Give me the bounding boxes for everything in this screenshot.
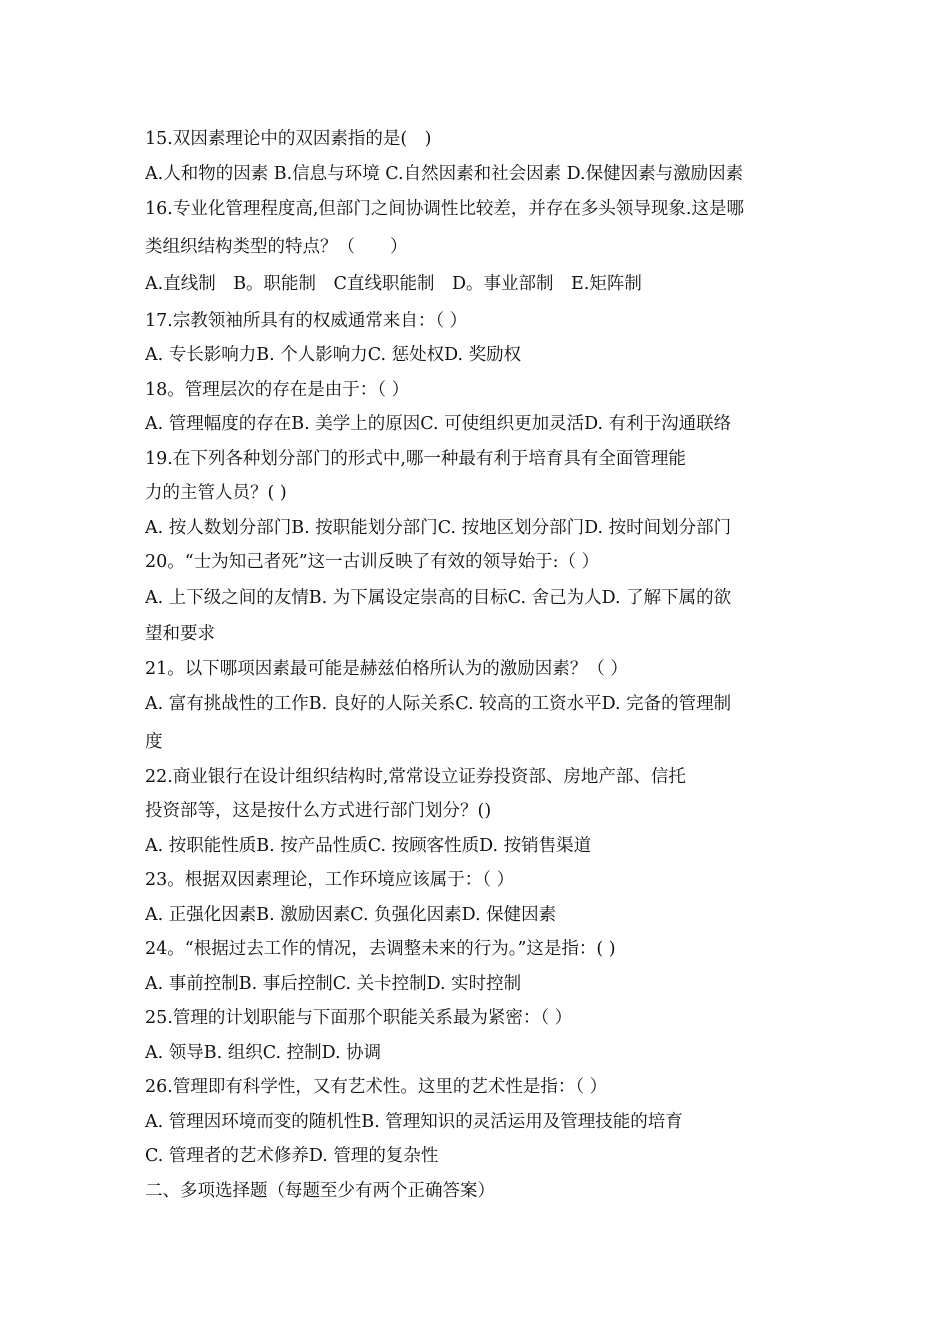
options-17: A. 专长影响力B. 个人影响力C. 惩处权D. 奖励权 bbox=[145, 345, 522, 365]
options-20: A. 上下级之间的友情B. 为下属设定崇高的目标C. 舍己为人D. 了解下属的欲 bbox=[145, 587, 732, 608]
question-22-cont: 投资部等，这是按什么方式进行部门划分？() bbox=[145, 801, 492, 821]
question-20: 20。“士为知己者死”这一古训反映了有效的领导始于:（ ） bbox=[145, 552, 600, 572]
options-15: A.人和物的因素 B.信息与环境 C.自然因素和社会因素 D.保健因素与激励因素 bbox=[145, 163, 744, 184]
question-23: 23。根据双因素理论，工作环境应该属于：（ ） bbox=[145, 870, 515, 890]
options-25: A. 领导B. 组织C. 控制D. 协调 bbox=[145, 1042, 382, 1063]
question-22: 22.商业银行在设计组织结构时,常常设立证券投资部、房地产部、信托 bbox=[145, 766, 686, 787]
options-21-cont: 度 bbox=[145, 731, 163, 752]
question-19: 19.在下列各种划分部门的形式中,哪一种最有利于培育具有全面管理能 bbox=[145, 448, 686, 469]
options-23: A. 正强化因素B. 激励因素C. 负强化因素D. 保健因素 bbox=[145, 904, 557, 925]
options-22: A. 按职能性质B. 按产品性质C. 按顾客性质D. 按销售渠道 bbox=[145, 835, 592, 856]
options-26: A. 管理因环境而变的随机性B. 管理知识的灵活运用及管理技能的培育 bbox=[145, 1111, 683, 1132]
question-19-cont: 力的主管人员？( ) bbox=[145, 483, 287, 503]
question-21: 21。以下哪项因素最可能是赫兹伯格所认为的激励因素？（ ） bbox=[145, 658, 628, 679]
options-18: A. 管理幅度的存在B. 美学上的原因C. 可使组织更加灵活D. 有利于沟通联络 bbox=[145, 414, 732, 434]
question-16-cont: 类组织结构类型的特点？（ ） bbox=[145, 236, 408, 257]
question-15: 15.双因素理论中的双因素指的是( ) bbox=[145, 129, 432, 149]
options-20-cont: 望和要求 bbox=[145, 624, 215, 644]
document-body bbox=[145, 122, 825, 1208]
options-16: A.直线制 B。职能制 C直线职能制 D。事业部制 E.矩阵制 bbox=[145, 274, 642, 294]
question-26: 26.管理即有科学性，又有艺术性。这里的艺术性是指：（ ） bbox=[145, 1077, 608, 1097]
options-19: A. 按人数划分部门B. 按职能划分部门C. 按地区划分部门D. 按时间划分部门 bbox=[145, 517, 732, 538]
section-heading: 二、多项选择题（每题至少有两个正确答案） bbox=[145, 1180, 495, 1201]
question-17: 17.宗教领袖所具有的权威通常来自：（ ） bbox=[145, 310, 468, 331]
options-24: A. 事前控制B. 事后控制C. 关卡控制D. 实时控制 bbox=[145, 973, 522, 994]
question-16: 16.专业化管理程度高,但部门之间协调性比较差，并存在多头领导现象.这是哪 bbox=[145, 199, 744, 219]
question-24: 24。“根据过去工作的情况，去调整未来的行为。”这是指：( ) bbox=[145, 939, 616, 959]
question-25: 25.管理的计划职能与下面那个职能关系最为紧密：（ ） bbox=[145, 1008, 573, 1028]
options-26-cont: C. 管理者的艺术修养D. 管理的复杂性 bbox=[145, 1146, 439, 1166]
question-18: 18。管理层次的存在是由于：（ ） bbox=[145, 379, 410, 400]
options-21: A. 富有挑战性的工作B. 良好的人际关系C. 较高的工资水平D. 完备的管理制 bbox=[145, 694, 732, 714]
